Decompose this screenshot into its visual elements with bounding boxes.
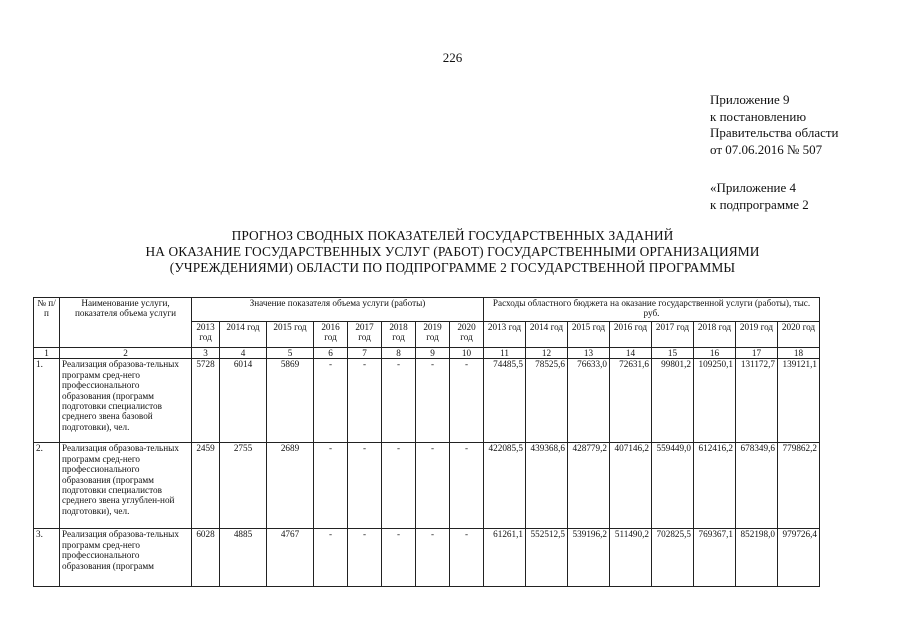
report-table [33,297,820,587]
expense-year: 2020 год [778,322,820,348]
expense-value: 422085,5 [484,443,526,529]
volume-value: - [348,359,382,443]
title-line: ПРОГНОЗ СВОДНЫХ ПОКАЗАТЕЛЕЙ ГОСУДАРСТВЕННЫХ ЗАДАНИЙ [231,228,674,243]
volume-year: 2019 год [416,322,450,348]
attachment-line: от 07.06.2016 № 507 [710,141,823,157]
column-number: 18 [778,348,820,359]
expense-year: 2016 год [610,322,652,348]
column-number: 6 [314,348,348,359]
column-number: 4 [220,348,267,359]
column-number: 11 [484,348,526,359]
header-expenses: Расходы областного бюджета на оказание государственной услуги (работы), тыс. руб. [484,298,820,322]
expense-value: 131172,7 [736,359,778,443]
table-row [34,359,820,443]
row-number: 2. [34,443,60,529]
column-number: 15 [652,348,694,359]
row-number: 1. [34,359,60,443]
expense-value: 428779,2 [568,443,610,529]
volume-value: 4767 [267,529,314,587]
expense-value: 99801,2 [652,359,694,443]
expense-value: 439368,6 [526,443,568,529]
header-name: Наименование услуги, показателя объема услуги [60,298,192,348]
expense-value: 407146,2 [610,443,652,529]
volume-value: - [450,529,484,587]
title-line: (УЧРЕЖДЕНИЯМИ) ОБЛАСТИ ПО ПОДПРОГРАММЕ 2 ГОСУДАРСТВЕННОЙ ПРОГРАММЫ [169,260,736,275]
expense-value: 72631,6 [610,359,652,443]
column-number: 3 [192,348,220,359]
column-number: 17 [736,348,778,359]
volume-year: 2016 год [314,322,348,348]
column-number: 14 [610,348,652,359]
expense-year: 2019 год [736,322,778,348]
volume-value: - [314,443,348,529]
volume-value: - [348,443,382,529]
column-number: 8 [382,348,416,359]
attachment-line: к постановлению [710,108,807,124]
attachment-line: Правительства области [710,125,839,140]
expense-value: 779862,2 [778,443,820,529]
title-line: НА ОКАЗАНИЕ ГОСУДАРСТВЕННЫХ УСЛУГ (РАБОТ) ГОСУДАРСТВЕННЫМИ ОРГАНИЗАЦИЯМИ [145,244,760,259]
expense-year: 2018 год [694,322,736,348]
expense-value: 76633,0 [568,359,610,443]
expense-value: 109250,1 [694,359,736,443]
volume-value: - [416,529,450,587]
expense-value: 74485,5 [484,359,526,443]
column-number: 13 [568,348,610,359]
volume-value: 6014 [220,359,267,443]
expense-value: 559449,0 [652,443,694,529]
header-volume: Значение показателя объема услуги (работы) [192,298,484,322]
volume-value: 2755 [220,443,267,529]
expense-year: 2017 год [652,322,694,348]
row-number: 3. [34,529,60,587]
table-row [34,443,820,529]
column-number: 10 [450,348,484,359]
volume-value: - [314,359,348,443]
volume-year: 2014 год [220,322,267,348]
volume-value: - [348,529,382,587]
sub-attachment-line: «Приложение 4 [710,180,797,195]
volume-value: 5728 [192,359,220,443]
expense-year: 2015 год [568,322,610,348]
column-number: 2 [60,348,192,359]
expense-value: 702825,5 [652,529,694,587]
column-number: 12 [526,348,568,359]
document-title [0,228,905,276]
volume-year: 2020 год [450,322,484,348]
service-name: Реализация образова-тельных программ сред-него профессионального образования (программ подготовки специалистов среднего звена углублен-ной подготовки), чел. [60,443,192,529]
attachment-line: Приложение 9 [710,92,790,107]
volume-year: 2015 год [267,322,314,348]
column-number: 7 [348,348,382,359]
table-header-row [34,298,820,322]
volume-year: 2013 год [192,322,220,348]
sub-attachment-line: к подпрограмме 2 [710,196,809,212]
column-number: 16 [694,348,736,359]
volume-value: - [382,443,416,529]
service-name: Реализация образова-тельных программ сред-него профессионального образования (программ [60,529,192,587]
volume-value: 4885 [220,529,267,587]
volume-year: 2017 год [348,322,382,348]
expense-value: 552512,5 [526,529,568,587]
expense-year: 2013 год [484,322,526,348]
table-row [34,529,820,587]
column-number: 9 [416,348,450,359]
column-number-row [34,348,820,359]
column-number: 1 [34,348,60,359]
volume-value: - [416,359,450,443]
column-number: 5 [267,348,314,359]
page-number: 226 [442,50,463,65]
expense-value: 139121,1 [778,359,820,443]
expense-value: 678349,6 [736,443,778,529]
volume-value: - [382,359,416,443]
sub-attachment-block [710,180,809,213]
volume-year: 2018 год [382,322,416,348]
volume-value: 2689 [267,443,314,529]
expense-year: 2014 год [526,322,568,348]
expense-value: 852198,0 [736,529,778,587]
volume-value: - [314,529,348,587]
volume-value: - [450,359,484,443]
header-no: № п/п [34,298,60,348]
attachment-block [710,92,839,158]
volume-value: 5869 [267,359,314,443]
volume-value: 2459 [192,443,220,529]
expense-value: 539196,2 [568,529,610,587]
service-name: Реализация образова-тельных программ сред-него профессионального образования (программ подготовки специалистов среднего звена базовой подготовки), чел. [60,359,192,443]
expense-value: 769367,1 [694,529,736,587]
volume-value: - [450,443,484,529]
expense-value: 612416,2 [694,443,736,529]
expense-value: 78525,6 [526,359,568,443]
volume-value: 6028 [192,529,220,587]
expense-value: 511490,2 [610,529,652,587]
expense-value: 979726,4 [778,529,820,587]
volume-value: - [382,529,416,587]
volume-value: - [416,443,450,529]
expense-value: 61261,1 [484,529,526,587]
